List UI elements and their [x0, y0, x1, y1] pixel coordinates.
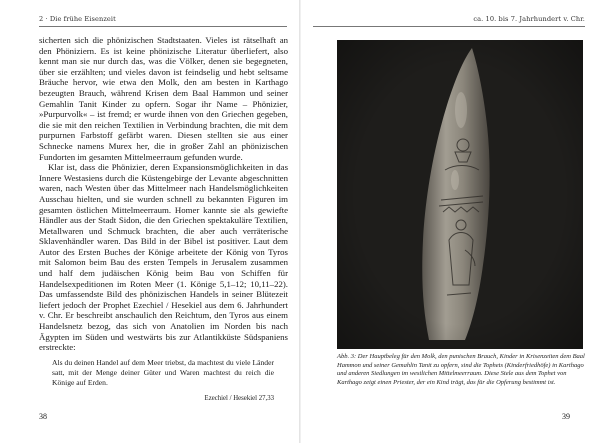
stele-image: [337, 40, 583, 349]
head-rule-left: [39, 26, 287, 27]
figure-caption: Abb. 3: Der Hauptbeleg für den Molk, den punischen Brauch, Kinder in Krisenzeiten dem Baal Hammon und seiner Gemahlin Tanit zu opfern, sind die Tophets (Kinderfriedhöfe) in Karthago und anderen Siedlungen im westlichen Mittelmeerraum. Diese Stele aus dem Tophet von Karthago zeigt einen Priester, der ein Kind trägt, das für die Opferung bestimmt ist.: [337, 353, 585, 386]
stele-photo: [337, 40, 583, 349]
paragraph-1: sicherten sich die phönizischen Stadtstaaten. Vieles ist rätselhaft an den Phöniziern. Es ist keine phönizische Literatur überliefert, also kennt man sie nur durch das, was die Völker, denen sie begegneten, über sie erzählten; und vieles davon ist feindselig und hebt seltsame Bräuche hervor, wie etwa den Molk, den am besten in Karthago bezeugten Brauch, während Krisen dem Baal Hammon und seiner Gemahlin Tanit Kinder zu opfern. Sogar ihr Name – Phönizier, »Purpurvolk« – ist fremd; er wurde ihnen von den Griechen gegeben, die sie mit den reichen Textilien in Verbindung brachten, die mit dem purpurnen Farbstoff gefärbt waren. Diesen stellten sie aus einer Schnecke namens Murex her, die in großer Zahl an phönizischen Fundorten im gesamten Mittelmeerraum gefunden wurde.: [39, 35, 288, 162]
page-number-right: 39: [562, 412, 570, 421]
quote-source: Ezechiel / Hesekiel 27,33: [204, 395, 274, 402]
paragraph-2: Klar ist, dass die Phönizier, deren Expansionsmöglichkeiten in das Innere Westasiens durch die Küstengebirge der Levante abgeschnitten waren, nach Westen über das Mittelmeer nach Handelsmöglichkeiten Ausschau hielten, und sie wurden schnell zu bekannten Figuren im gesamten östlichen Mittelmeerraum. Homer kannte sie als gewiefte Händler aus der Stadt Sidon, die den Griechen spektakuläre Textilien, Metallwaren und Schmuck brachten, die aber auch verräterische Sklavenhändler waren. Das Bild in der Bibel ist positiver. Laut dem Autor des Ersten Buches der Könige arbeitete der König von Tyros mit Salomon beim Bau des ersten Tempels in Jerusalem zusammen und half dem judäischen König beim Bau von Schiffen für Handelsexpeditionen im Roten Meer (1. Könige 5,1–12; 10,11–22). Das umfassendste Bild des phönizischen Handels in seiner Blütezeit liefert jedoch der Prophet Ezechiel / Hesekiel aus dem 6. Jahrhundert v. Chr. Er beschreibt anschaulich den Reichtum, den Tyros aus einem Handelsnetz bezog, das sich von Anatolien im Norden bis nach Ägypten im Süden und westwärts bis zur Atlantikküste Südspaniens erstreckte:: [39, 162, 288, 353]
running-head-right: ca. 10. bis 7. Jahrhundert v. Chr.: [473, 15, 585, 23]
bible-quote: [52, 358, 274, 404]
quote-text: Als du deinen Handel auf dem Meer triebst, da machtest du viele Länder satt, mit der Menge deiner Güter und Waren machtest du reich die Könige auf Erden.: [52, 358, 274, 387]
running-head-left: 2 · Die frühe Eisenzeit: [39, 15, 116, 23]
head-rule-right: [313, 26, 585, 27]
page-number-left: 38: [39, 412, 47, 421]
body-text: [39, 35, 288, 353]
